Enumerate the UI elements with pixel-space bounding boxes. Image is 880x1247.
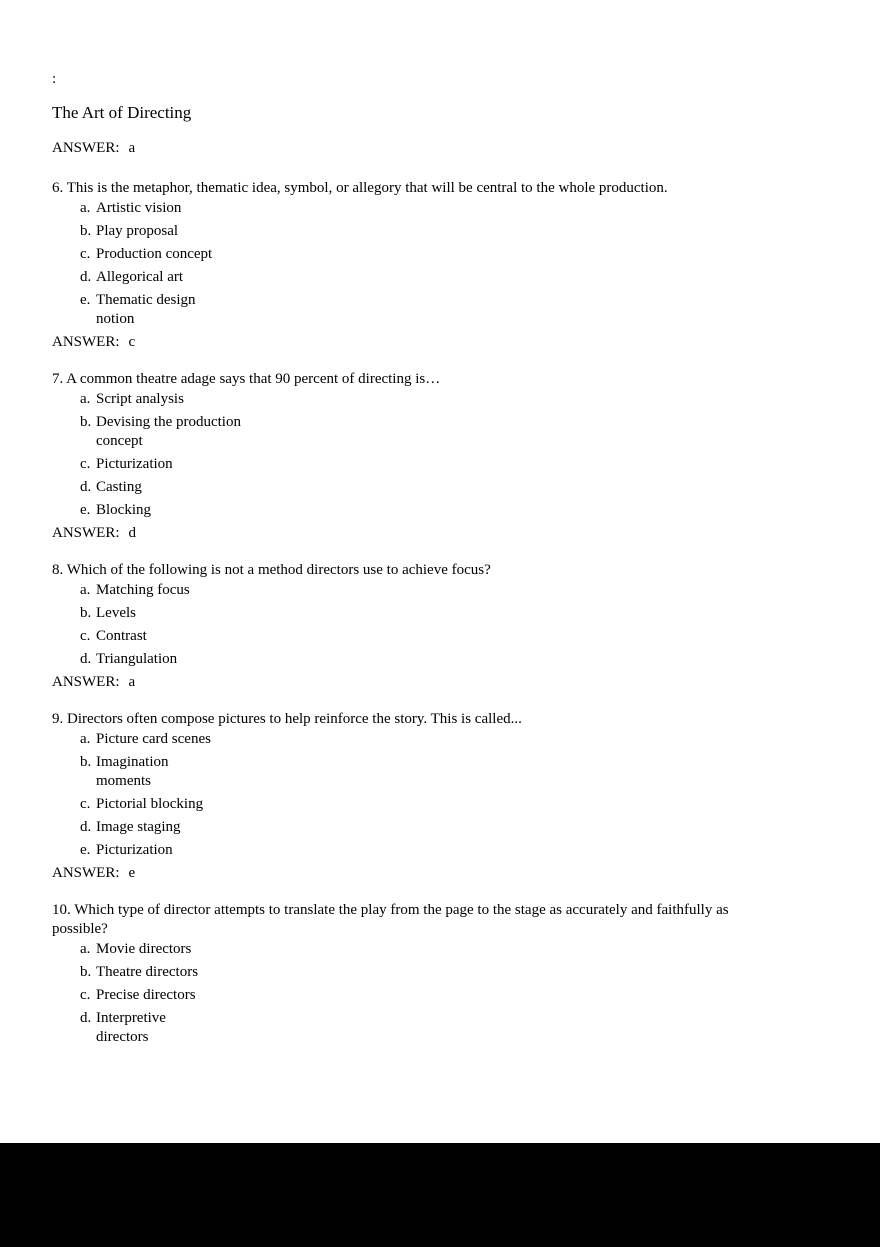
answer-label: ANSWER: <box>52 334 120 350</box>
option-label: b. <box>80 223 92 239</box>
answer-line <box>52 139 820 158</box>
option-line: Picturization <box>96 456 173 472</box>
option-line: directors <box>96 1029 149 1045</box>
option-label: d. <box>80 1010 92 1026</box>
option-item <box>80 627 820 646</box>
option-text <box>96 1009 166 1047</box>
option-label: a. <box>80 941 91 957</box>
option-text <box>96 627 147 646</box>
stray-colon-text: : <box>52 71 57 87</box>
option-label: d. <box>80 819 92 835</box>
answer-label: ANSWER: <box>52 525 120 541</box>
answer-label: ANSWER: <box>52 140 120 156</box>
question-block <box>52 179 820 352</box>
option-line: moments <box>96 773 151 789</box>
answer-value: d <box>128 525 136 541</box>
options-list <box>52 390 820 520</box>
option-label: c. <box>80 246 91 262</box>
question-line: 9. Directors often compose pictures to help reinforce the story. This is called... <box>52 711 522 727</box>
option-item <box>80 730 820 749</box>
option-item <box>80 1009 820 1047</box>
option-line: Movie directors <box>96 941 192 957</box>
option-item <box>80 455 820 474</box>
question-block <box>52 710 820 883</box>
option-item <box>80 753 820 791</box>
question-text <box>52 179 820 198</box>
option-label: d. <box>80 269 92 285</box>
option-text <box>96 390 184 409</box>
answer-line <box>52 333 820 352</box>
answer-line <box>52 673 820 692</box>
question-text <box>52 561 820 580</box>
option-text <box>96 581 190 600</box>
option-label: e. <box>80 292 91 308</box>
question-line: 8. Which of the following is not a method directors use to achieve focus? <box>52 562 491 578</box>
option-line: Thematic design <box>96 292 196 308</box>
option-line: Pictorial blocking <box>96 796 204 812</box>
option-item <box>80 501 820 520</box>
footer-black-bar <box>0 1143 880 1247</box>
answer-value: c <box>128 334 136 350</box>
option-text <box>96 753 168 791</box>
option-text <box>96 245 212 264</box>
option-text <box>96 222 178 241</box>
option-line: Levels <box>96 605 136 621</box>
option-text <box>96 413 241 451</box>
option-text <box>96 841 173 860</box>
option-text <box>96 650 177 669</box>
option-label: a. <box>80 582 91 598</box>
option-text <box>96 501 151 520</box>
answer-value: e <box>128 865 136 881</box>
option-item <box>80 650 820 669</box>
questions-section <box>52 179 820 1047</box>
option-item <box>80 268 820 287</box>
question-line: 6. This is the metaphor, thematic idea, symbol, or allegory that will be central to the whole production. <box>52 180 668 196</box>
option-line: Casting <box>96 479 142 495</box>
option-item <box>80 413 820 451</box>
option-item <box>80 818 820 837</box>
option-text <box>96 986 196 1005</box>
option-line: Precise directors <box>96 987 196 1003</box>
question-text <box>52 710 820 729</box>
option-line: Image staging <box>96 819 181 835</box>
option-label: c. <box>80 628 91 644</box>
option-line: Interpretive <box>96 1010 166 1026</box>
option-line: Devising the production <box>96 414 241 430</box>
option-item <box>80 841 820 860</box>
options-list <box>52 940 820 1047</box>
option-label: d. <box>80 651 92 667</box>
answer-line <box>52 864 820 883</box>
option-text <box>96 455 173 474</box>
option-label: d. <box>80 479 92 495</box>
option-line: Script analysis <box>96 391 184 407</box>
option-item <box>80 986 820 1005</box>
option-item <box>80 581 820 600</box>
option-line: Allegorical art <box>96 269 184 285</box>
option-label: a. <box>80 200 91 216</box>
option-item <box>80 199 820 218</box>
option-item <box>80 604 820 623</box>
answer-line <box>52 524 820 543</box>
option-label: a. <box>80 731 91 747</box>
answer-value: a <box>128 140 136 156</box>
option-text <box>96 730 211 749</box>
question-line: 7. A common theatre adage says that 90 percent of directing is… <box>52 371 441 387</box>
options-list <box>52 581 820 669</box>
option-line: Production concept <box>96 246 213 262</box>
option-text <box>96 795 203 814</box>
option-label: b. <box>80 964 92 980</box>
option-text <box>96 199 181 218</box>
option-item <box>80 390 820 409</box>
question-line: 10. Which type of director attempts to translate the play from the page to the stage as accurately and faithfully as <box>52 902 729 918</box>
option-line: Theatre directors <box>96 964 199 980</box>
option-text <box>96 818 181 837</box>
option-label: e. <box>80 842 91 858</box>
option-label: c. <box>80 987 91 1003</box>
option-line: Triangulation <box>96 651 178 667</box>
option-label: e. <box>80 502 91 518</box>
option-item <box>80 291 820 329</box>
option-line: Blocking <box>96 502 151 518</box>
options-list <box>52 199 820 329</box>
page-title: The Art of Directing <box>52 103 192 122</box>
question-text <box>52 901 820 939</box>
option-item <box>80 795 820 814</box>
option-label: c. <box>80 796 91 812</box>
option-text <box>96 291 196 329</box>
answer-label: ANSWER: <box>52 674 120 690</box>
option-label: b. <box>80 605 92 621</box>
option-text <box>96 478 142 497</box>
option-text <box>96 940 191 959</box>
option-label: c. <box>80 456 91 472</box>
option-text <box>96 604 136 623</box>
question-line: possible? <box>52 921 108 937</box>
option-line: notion <box>96 311 135 327</box>
option-line: concept <box>96 433 143 449</box>
question-block <box>52 370 820 543</box>
options-list <box>52 730 820 860</box>
option-label: b. <box>80 754 92 770</box>
option-item <box>80 222 820 241</box>
option-label: a. <box>80 391 91 407</box>
question-text <box>52 370 820 389</box>
option-item <box>80 940 820 959</box>
option-line: Matching focus <box>96 582 190 598</box>
answer-value: a <box>128 674 136 690</box>
option-line: Contrast <box>96 628 147 644</box>
option-label: b. <box>80 414 92 430</box>
option-line: Artistic vision <box>96 200 182 216</box>
option-line: Imagination <box>96 754 169 770</box>
option-item <box>80 245 820 264</box>
option-item <box>80 478 820 497</box>
option-text <box>96 268 183 287</box>
option-line: Picture card scenes <box>96 731 211 747</box>
option-line: Play proposal <box>96 223 179 239</box>
question-block <box>52 561 820 692</box>
option-line: Picturization <box>96 842 173 858</box>
option-item <box>80 963 820 982</box>
question-block <box>52 901 820 1047</box>
option-text <box>96 963 198 982</box>
answer-label: ANSWER: <box>52 865 120 881</box>
